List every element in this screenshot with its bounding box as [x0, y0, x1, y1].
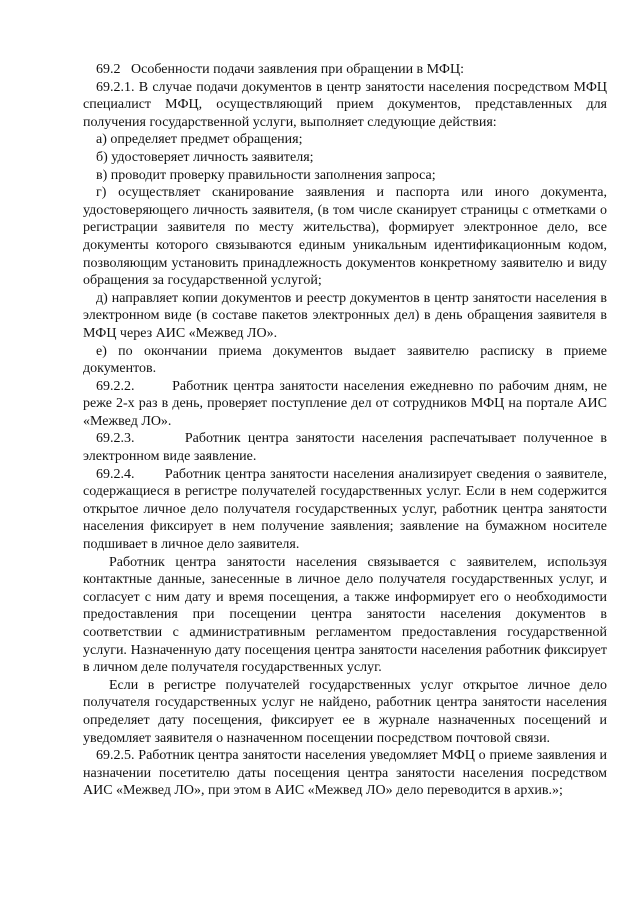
paragraph-not-found: Если в регистре получателей государственных услуг открытое личное дело получателя государственных услуг не найдено, работник центра занятости населения определяет дату посещения, фиксирует ее в журнале назначенных посещений и уведомляет заявителя о назначенном посещении посредством почтовой связи. [83, 677, 607, 746]
paragraph-69-2-3: 69.2.3. Работник центра занятости населения распечатывает полученное в электронном виде заявление. [83, 431, 611, 465]
paragraph-contact: Работник центра занятости населения связывается с заявителем, используя контактные данные, занесенные в личное дело получателя государственных услуг, и согласует с ним дату и время посещения, а также информирует его о необходимости предоставления при посещении центра занятости населения документов в соответствии с административным регламентом предоставления государственной услуги. Назначенную дату посещения центра занятости населения работник фиксирует в личном деле получателя государственных услуг. [83, 554, 607, 676]
paragraph-69-2-2: 69.2.2. Работник центра занятости населения ежедневно по рабочим дням, не реже 2-х раз в день, проверяет поступление дел от сотрудников МФЦ на портале АИС «Межвед ЛО». [83, 378, 611, 429]
paragraph-69-2-1: 69.2.1. В случае подачи документов в центр занятости населения посредством МФЦ специалист МФЦ, осуществляющий прием документов, представленных для получения государственной услуги, выполняет следующие действия: [83, 79, 607, 130]
paragraph-69-2-4: 69.2.4. Работник центра занятости населения анализирует сведения о заявителе, содержащиеся в регистре получателей государственных услуг. Если в нем содержится открытое личное дело получателя государственных услуг, работник центра занятости населения фиксирует в нем получение заявления; заявление на бумажном носителе подшивает в личное дело заявителя. [83, 466, 611, 553]
list-item-d: д) направляет копии документов и реестр документов в центр занятости населения в электронном виде (в составе пакетов электронных дел) в день обращения заявителя в МФЦ через АИС «Межвед ЛО». [83, 290, 607, 341]
document-body [83, 61, 611, 800]
list-item-b: б) удостоверяет личность заявителя; [96, 149, 314, 165]
list-item-g: г) осуществляет сканирование заявления и паспорта или иного документа, удостоверяющего личность заявителя, (в том числе сканирует страницы с отметками о регистрации заявителя по месту жительства), формирует электронное дело, все документы которого связываются единым уникальным идентификационным кодом, позволяющим установить принадлежность документов конкретному заявителю и виду обращения за государственной услугой; [83, 185, 607, 289]
list-item-v: в) проводит проверку правильности заполнения запроса; [96, 167, 436, 183]
section-heading: 69.2 Особенности подачи заявления при обращении в МФЦ: [96, 62, 464, 77]
paragraph-69-2-5: 69.2.5. Работник центра занятости населения уведомляет МФЦ о приеме заявления и назначении посетителю даты посещения центра занятости населения посредством АИС «Межвед ЛО», при этом в АИС «Межвед ЛО» дело переводится в архив.»; [83, 748, 607, 799]
list-item-a: а) определяет предмет обращения; [96, 132, 303, 148]
list-item-e: е) по окончании приема документов выдает заявителю расписку в приеме документов. [83, 343, 607, 377]
